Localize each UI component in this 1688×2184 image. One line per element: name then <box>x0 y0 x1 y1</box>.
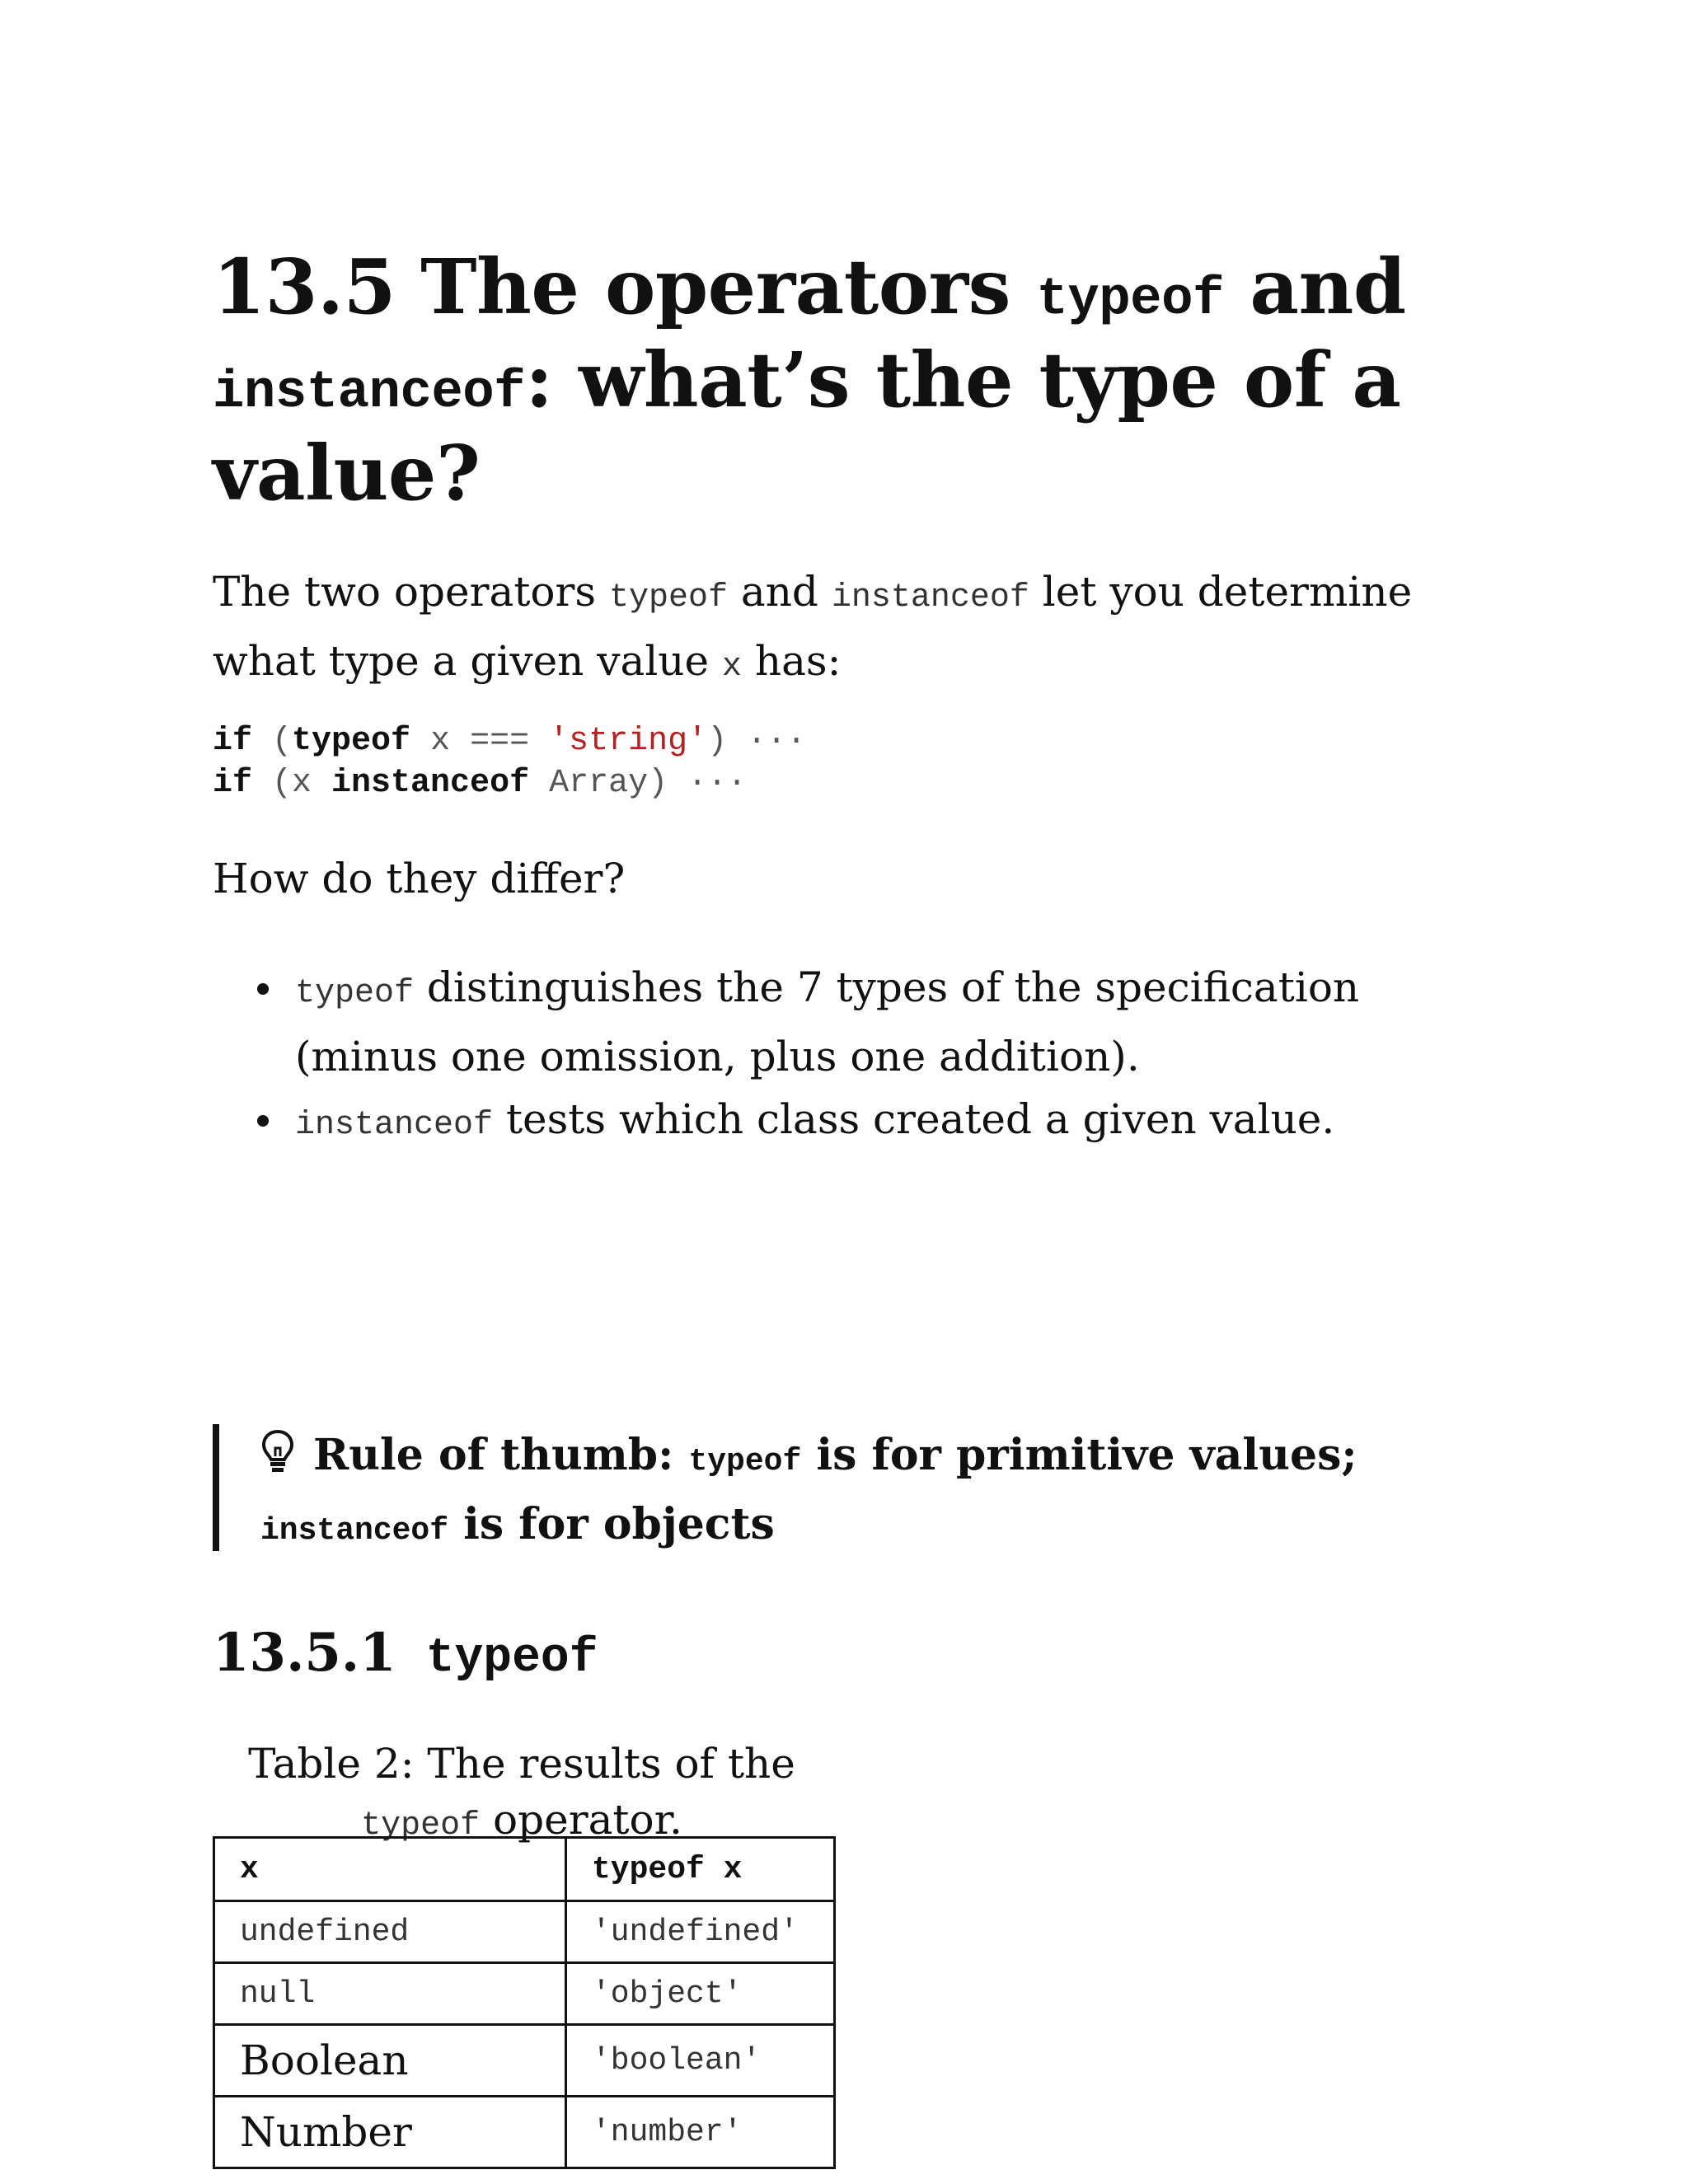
table-cell: undefined <box>214 1901 566 1963</box>
typeof-results-table <box>213 1836 836 2169</box>
table-cell: 'boolean' <box>566 2025 835 2097</box>
list-item: typeof distinguishes the 7 types of the specification (minus one omission, plus one addition). <box>213 956 1465 1088</box>
lightbulb-icon <box>260 1428 295 1492</box>
table-row <box>214 1963 835 2025</box>
list-item: instanceof tests which class created a given value. <box>213 1088 1465 1157</box>
table-cell: Boolean <box>214 2025 566 2097</box>
code-line: if (typeof x === 'string') ··· <box>213 723 807 760</box>
table-row <box>214 1901 835 1963</box>
document-page <box>213 242 1498 2156</box>
table-row <box>214 2097 835 2168</box>
table-header-row <box>214 1838 835 1901</box>
table-row <box>214 2025 835 2097</box>
section-number: 13.5 <box>213 242 396 331</box>
section-heading: 13.5 The operators typeof and instanceof: what’s the type of a value? <box>213 242 1406 518</box>
column-header: typeof x <box>566 1838 835 1901</box>
column-header: x <box>214 1838 566 1901</box>
intro-paragraph: The two operators typeof and instanceof let you determine what type a given value x has: <box>213 568 1413 686</box>
question-paragraph: How do they differ? <box>213 855 626 902</box>
subsection-heading: 13.5.1 typeof <box>213 1622 598 1685</box>
callout-text: Rule of thumb: typeof is for primitive values; instanceof is for objects <box>260 1430 1357 1549</box>
table-cell: 'object' <box>566 1963 835 2025</box>
table-cell: 'undefined' <box>566 1901 835 1963</box>
heading-code-typeof: typeof <box>1036 270 1224 330</box>
code-line: if (x instanceof Array) ··· <box>213 765 748 802</box>
table-cell: null <box>214 1963 566 2025</box>
difference-list <box>213 956 1465 1157</box>
heading-code-instanceof: instanceof <box>213 363 526 423</box>
table-cell: 'number' <box>566 2097 835 2168</box>
table-caption: Table 2: The results of the typeof operator. <box>248 1740 795 1844</box>
code-block <box>213 720 806 804</box>
rule-of-thumb-callout <box>213 1424 1505 1551</box>
table-cell: Number <box>214 2097 566 2168</box>
